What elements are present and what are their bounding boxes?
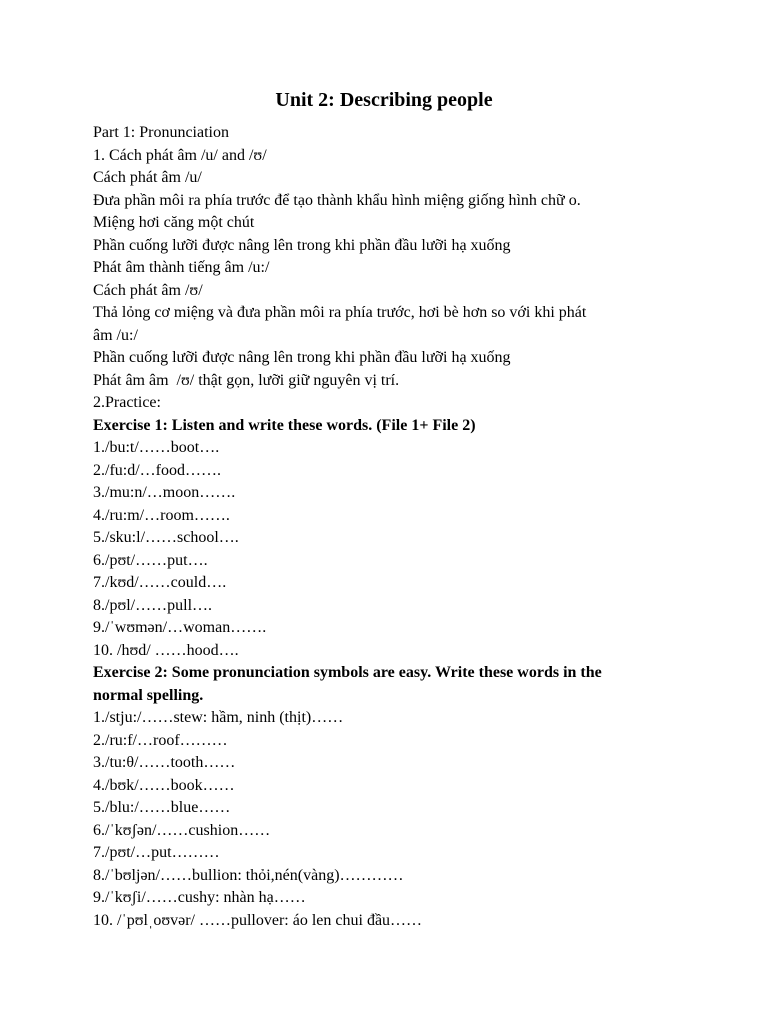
exercise2-item: 9./ˈkʊʃi/……cushy: nhàn hạ…… (93, 889, 306, 906)
u-instruction-line: Phần cuống lưỡi được nâng lên trong khi phần đầu lưỡi hạ xuống (93, 236, 511, 254)
exercise2-item: 4./bʊk/……book…… (93, 776, 235, 794)
exercise1-item: 3./mu:n/…moon……. (93, 484, 236, 501)
exercise1-item: 10. /hʊd/ ……hood…. (93, 641, 239, 659)
exercise2-heading-continued: normal spelling. (93, 686, 204, 704)
practice-heading: 2.Practice: (93, 394, 161, 411)
ʊ-instruction-line: Phần cuống lưỡi được nâng lên trong khi phần đầu lưỡi hạ xuống (93, 349, 511, 366)
exercise1-item: 2./fu:d/…food……. (93, 461, 221, 479)
exercise1-item: 9./ˈwʊmən/…woman……. (93, 619, 267, 636)
exercise2-item: 7./pʊt/…put……… (93, 844, 220, 861)
exercise1-heading: Exercise 1: Listen and write these words. (File 1+ File 2) (93, 416, 476, 434)
exercise2-item: 2./ru:f/…roof……… (93, 731, 228, 749)
exercise2-heading: Exercise 2: Some pronunciation symbols are easy. Write these words in the (93, 664, 602, 681)
exercise1-item: 5./sku:l/……school…. (93, 529, 239, 546)
section1-heading: 1. Cách phát âm /u/ and /ʊ/ (93, 146, 267, 164)
ʊ-sound-heading: Cách phát âm /ʊ/ (93, 281, 203, 299)
exercise2-item: 5./blu:/……blue…… (93, 799, 231, 816)
exercise2-item: 1./stju:/……stew: hầm, ninh (thịt)…… (93, 709, 344, 726)
u-instruction-line: Đưa phần môi ra phía trước để tạo thành khẩu hình miệng giống hình chữ o. (93, 191, 581, 209)
ʊ-instruction-line: Phát âm âm /ʊ/ thật gọn, lưỡi giữ nguyên vị trí. (93, 371, 400, 389)
u-instruction-line: Miệng hơi căng một chút (93, 214, 255, 231)
document-title: Unit 2: Describing people (275, 89, 493, 111)
exercise2-item: 3./tu:θ/……tooth…… (93, 754, 236, 771)
exercise2-item: 8./ˈbʊljən/……bullion: thỏi,nén(vàng)………… (93, 866, 404, 884)
exercise1-item: 1./bu:t/……boot…. (93, 439, 220, 456)
part1-heading: Part 1: Pronunciation (93, 124, 229, 141)
exercise1-item: 7./kʊd/……could…. (93, 574, 227, 591)
exercise2-item: 10. /ˈpʊlˌoʊvər/ ……pullover: áo len chui đầu…… (93, 911, 423, 929)
ʊ-instruction-line: Thả lỏng cơ miệng và đưa phần môi ra phía trước, hơi bè hơn so với khi phát (93, 304, 587, 321)
ʊ-instruction-line: âm /u:/ (93, 326, 138, 344)
u-sound-heading: Cách phát âm /u/ (93, 169, 202, 186)
exercise1-item: 8./pʊl/……pull…. (93, 596, 213, 614)
exercise1-item: 4./ru:m/…room……. (93, 506, 230, 524)
exercise2-item: 6./ˈkʊʃən/……cushion…… (93, 821, 271, 839)
u-instruction-line: Phát âm thành tiếng âm /u:/ (93, 259, 270, 276)
exercise1-item: 6./pʊt/……put…. (93, 551, 208, 569)
document-body (93, 122, 693, 932)
